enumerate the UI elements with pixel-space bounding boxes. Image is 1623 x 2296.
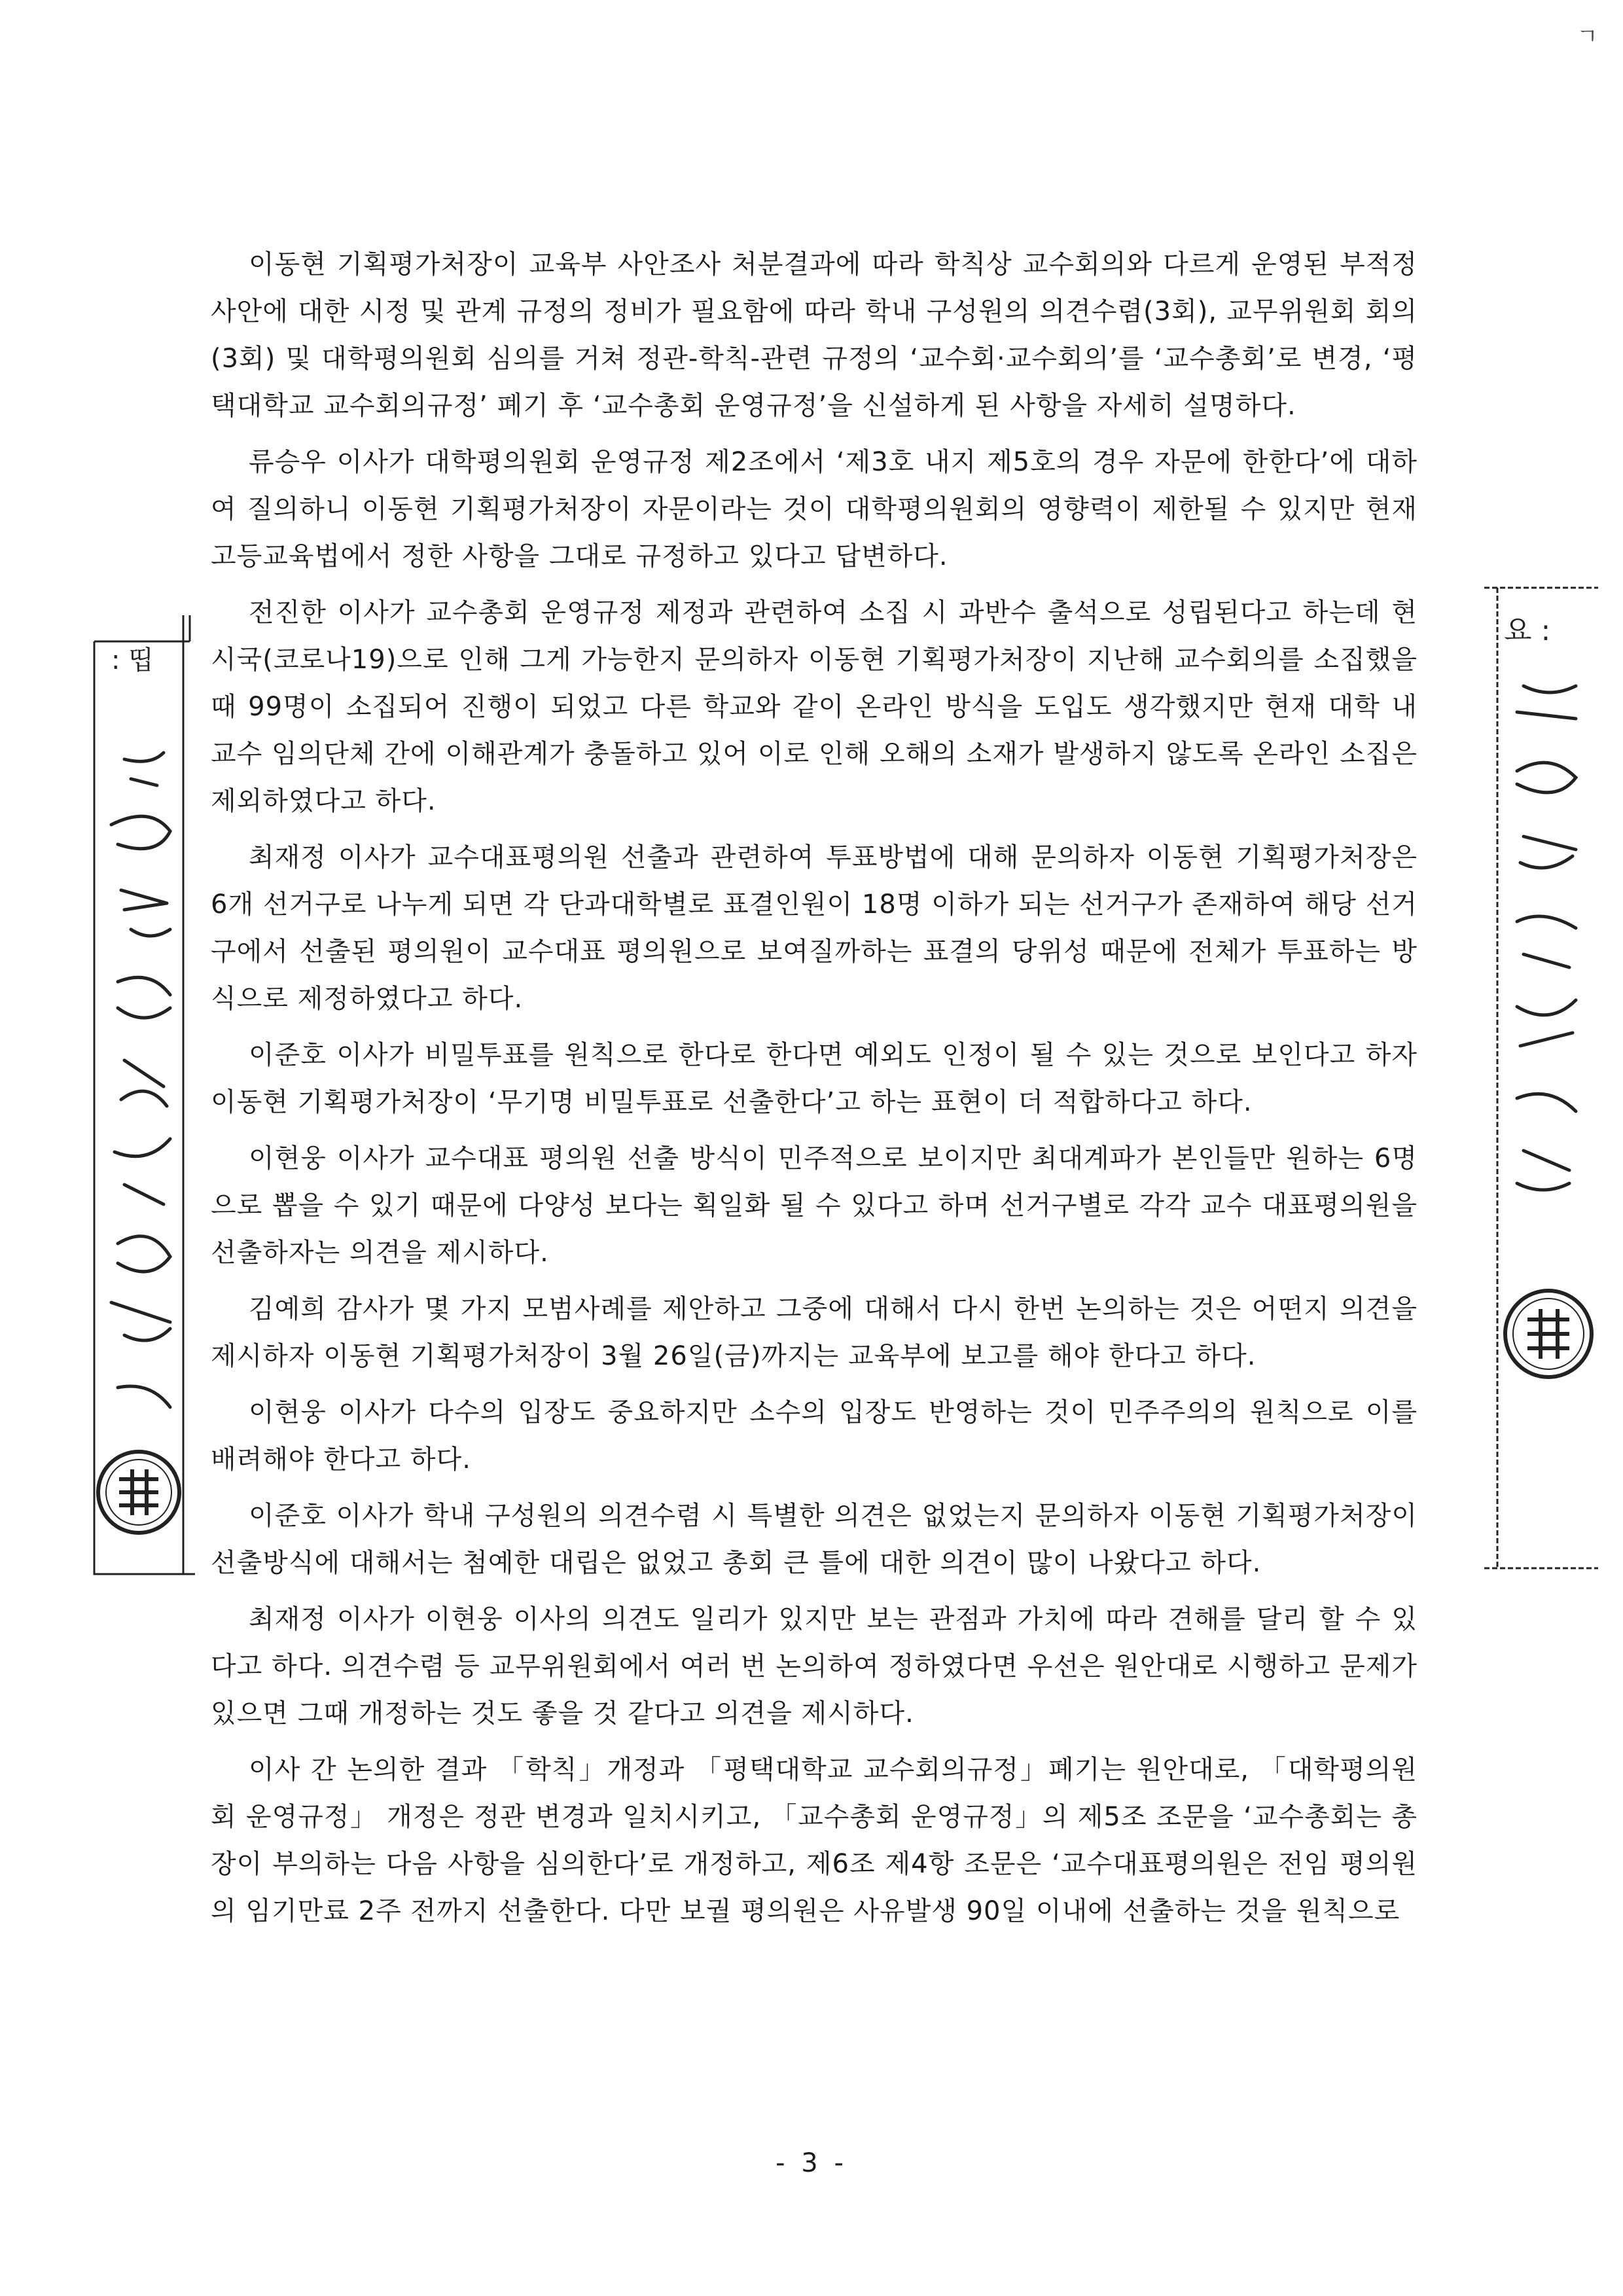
right-stamp: [1505, 1291, 1592, 1377]
paragraph: 김예희 감사가 몇 가지 모범사례를 제안하고 그중에 대해서 다시 한번 논의하는 것은 어떤지 의견을 제시하자 이동현 기획평가처장이 3월 26일(금)까지는 교육부에 보고를 해야 한다고 하다.: [211, 1294, 1418, 1371]
right-signature-box: [1478, 575, 1598, 1570]
paragraph: 이현웅 이사가 다수의 입장도 중요하지만 소수의 입장도 반영하는 것이 민주주의의 원칙으로 이를 배려해야 한다고 하다.: [211, 1397, 1418, 1475]
document-body: [211, 241, 1418, 1944]
right-signature-image: [1478, 575, 1598, 1570]
page-number: - 3 -: [776, 2148, 847, 2178]
left-signature-box: [85, 615, 195, 1597]
paragraph: 전진한 이사가 교수총회 운영규정 제정과 관련하여 소집 시 과반수 출석으로 성립된다고 하는데 현 시국(코로나19)으로 인해 그게 가능한지 문의하자 이동현 기획평가처장이 지난해 교수회의를 소집했을 때 99명이 소집되어 진행이 되었고 다른 학교와 같이 온라인 방식을 도입도 생각했지만 현재 대학 내 교수 임의단체 간에 이해관계가 충돌하고 있어 이로 인해 오해의 소재가 발생하지 않도록 온라인 소집은 제외하였다고 하다.: [211, 598, 1418, 816]
paragraph: 이준호 이사가 학내 구성원의 의견수렴 시 특별한 의견은 없었는지 문의하자 이동현 기획평가처장이 선출방식에 대해서는 첨예한 대립은 없었고 총회 큰 틀에 대한 의견이 많이 나왔다고 하다.: [211, 1501, 1418, 1578]
paragraph: 이사 간 논의한 결과 「학칙」개정과 「평택대학교 교수회의규정」폐기는 원안대로, 「대학평의원회 운영규정」 개정은 정관 변경과 일치시키고, 「교수총회 운영규정」의 제5조 조문을 ‘교수총회는 총장이 부의하는 다음 사항을 심의한다’로 개정하고, 제6조 제4항 조문은 ‘교수대표평의원은 전임 평의원의 임기만료 2주 전까지 선출한다. 다만 보궐 평의원은 사유발생 90일 이내에 선출하는 것을 원칙으로: [211, 1755, 1418, 1926]
paragraph: 이준호 이사가 비밀투표를 원칙으로 한다로 한다면 예외도 인정이 될 수 있는 것으로 보인다고 하자 이동현 기획평가처장이 ‘무기명 비밀투표로 선출한다’고 하는 표현이 더 적합하다고 하다.: [211, 1040, 1418, 1117]
left-signature-image: [85, 615, 195, 1597]
paragraph: 이현웅 이사가 교수대표 평의원 선출 방식이 민주적으로 보이지만 최대계파가 본인들만 원하는 6명으로 뽑을 수 있기 때문에 다양성 보다는 획일화 될 수 있다고 하며 선거구별로 각각 교수 대표평의원을 선출하자는 의견을 제시하다.: [211, 1143, 1418, 1268]
paragraph: 최재정 이사가 이현웅 이사의 의견도 일리가 있지만 보는 관점과 가치에 따라 견해를 달리 할 수 있다고 하다. 의견수렴 등 교무위원회에서 여러 번 논의하여 정하였다면 우선은 원안대로 시행하고 문제가 있으면 그때 개정하는 것도 좋을 것 같다고 의견을 제시하다.: [211, 1604, 1418, 1729]
corner-mark: ㄱ: [1577, 24, 1598, 50]
paragraph: 이동현 기획평가처장이 교육부 사안조사 처분결과에 따라 학칙상 교수회의와 다르게 운영된 부적정 사안에 대한 시정 및 관계 규정의 정비가 필요함에 따라 학내 구성원의 의견수렴(3회), 교무위원회 회의(3회) 및 대학평의원회 심의를 거쳐 정관-학칙-관련 규정의 ‘교수회·교수회의’를 ‘교수총회’로 변경, ‘평택대학교 교수회의규정’ 폐기 후 ‘교수총회 운영규정’을 신설하게 된 사항을 자세히 설명하다.: [211, 249, 1418, 421]
paragraph: 최재정 이사가 교수대표평의원 선출과 관련하여 투표방법에 대해 문의하자 이동현 기획평가처장은 6개 선거구로 나누게 되면 각 단과대학별로 표결인원이 18명 이하가 되는 선거구가 존재하여 해당 선거구에서 선출된 평의원이 교수대표 평의원으로 보여질까하는 표결의 당위성 때문에 전체가 투표하는 방식으로 제정하였다고 하다.: [211, 842, 1418, 1014]
svg-text:: 띱: : 띱: [111, 645, 154, 675]
svg-text:요 :: 요 :: [1504, 614, 1551, 647]
paragraph: 류승우 이사가 대학평의원회 운영규정 제2조에서 ‘제3호 내지 제5호의 경우 자문에 한한다’에 대하여 질의하니 이동현 기획평가처장이 자문이라는 것이 대학평의원회의 영향력이 제한될 수 있지만 현재 고등교육법에서 정한 사항을 그대로 규정하고 있다고 답변하다.: [211, 447, 1418, 571]
left-stamp: [98, 1452, 179, 1533]
